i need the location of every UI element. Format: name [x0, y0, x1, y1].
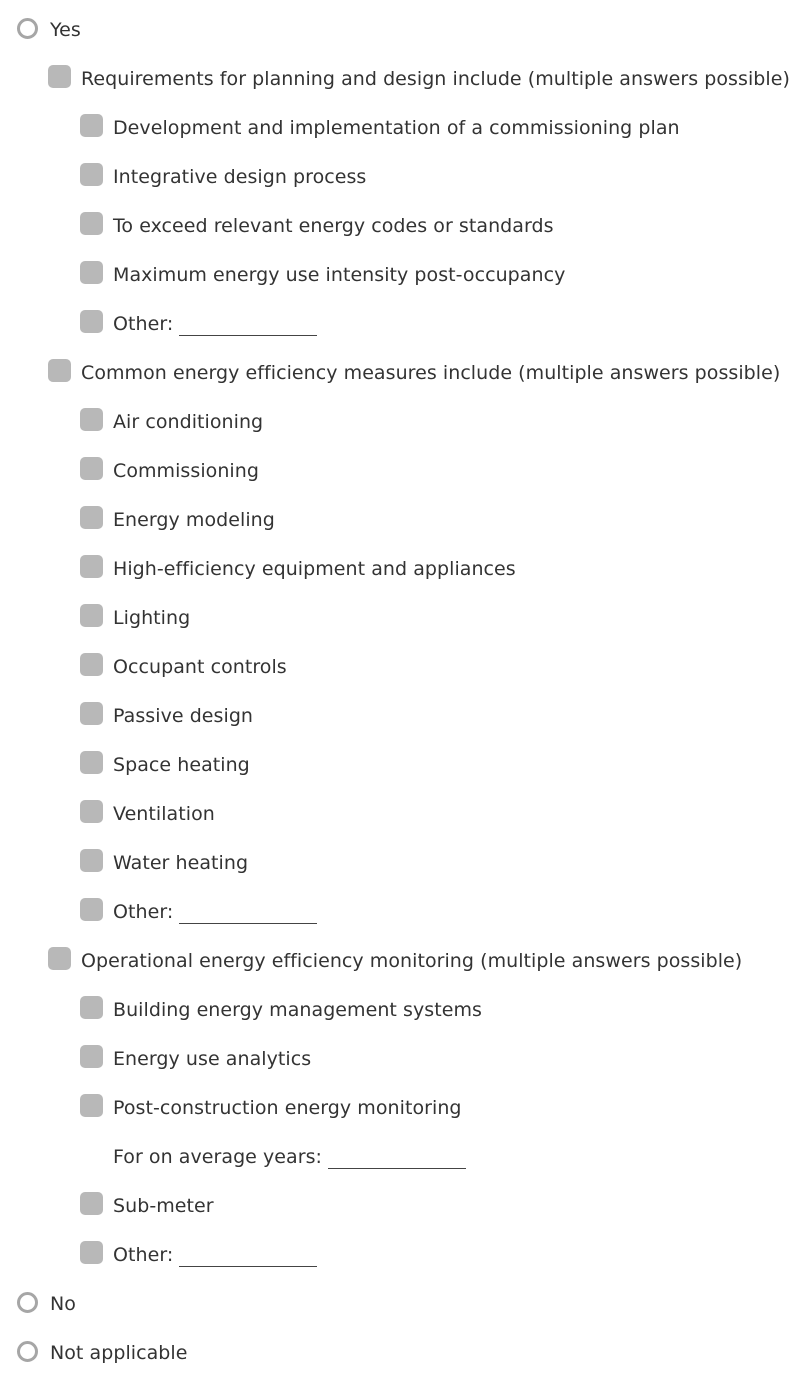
other-monitoring-checkbox[interactable] — [80, 1241, 103, 1264]
item-label: Energy modeling — [113, 509, 275, 531]
post-construction-monitoring-checkbox[interactable] — [80, 1094, 103, 1117]
item-label: Building energy management systems — [113, 999, 482, 1021]
item-label: Integrative design process — [113, 166, 367, 188]
option-no-label: No — [50, 1293, 76, 1315]
item-label: Energy use analytics — [113, 1048, 312, 1070]
list-item[interactable] — [80, 260, 565, 290]
item-label: Space heating — [113, 754, 250, 776]
list-item[interactable] — [80, 1044, 311, 1074]
high-efficiency-equipment-checkbox[interactable] — [80, 555, 103, 578]
section-label: Operational energy efficiency monitoring (multiple answers possible) — [81, 950, 743, 972]
efficiency-measures-checkbox[interactable] — [48, 359, 71, 382]
item-label: Other: — [113, 313, 174, 335]
list-item[interactable] — [80, 505, 275, 535]
list-item[interactable] — [80, 407, 263, 437]
item-label: Occupant controls — [113, 656, 287, 678]
item-label: Water heating — [113, 852, 249, 874]
energy-modeling-checkbox[interactable] — [80, 506, 103, 529]
other-monitoring-blank[interactable] — [179, 1248, 317, 1267]
lighting-checkbox[interactable] — [80, 604, 103, 627]
list-item[interactable] — [80, 652, 287, 682]
list-item[interactable] — [80, 309, 317, 339]
list-item[interactable] — [80, 799, 215, 829]
commissioning-checkbox[interactable] — [80, 457, 103, 480]
list-item[interactable] — [80, 995, 482, 1025]
commissioning-plan-checkbox[interactable] — [80, 114, 103, 137]
planning-design-checkbox[interactable] — [48, 65, 71, 88]
section-label: Requirements for planning and design include (multiple answers possible) — [81, 68, 790, 90]
other-measures-blank[interactable] — [179, 905, 317, 924]
item-label: Sub-meter — [113, 1195, 214, 1217]
option-no[interactable] — [17, 1289, 76, 1319]
list-item[interactable] — [80, 113, 680, 143]
item-label: High-efficiency equipment and appliances — [113, 558, 516, 580]
integrative-design-checkbox[interactable] — [80, 163, 103, 186]
max-energy-intensity-checkbox[interactable] — [80, 261, 103, 284]
average-years-field — [113, 1142, 466, 1172]
option-not-applicable[interactable] — [17, 1338, 187, 1368]
list-item[interactable] — [80, 897, 317, 927]
list-item[interactable] — [80, 554, 516, 584]
list-item[interactable] — [80, 162, 366, 192]
passive-design-checkbox[interactable] — [80, 702, 103, 725]
no-radio-button[interactable] — [17, 1292, 38, 1313]
ventilation-checkbox[interactable] — [80, 800, 103, 823]
list-item[interactable] — [80, 848, 248, 878]
list-item[interactable] — [80, 1191, 214, 1221]
item-label: Commissioning — [113, 460, 259, 482]
space-heating-checkbox[interactable] — [80, 751, 103, 774]
energy-use-analytics-checkbox[interactable] — [80, 1045, 103, 1068]
list-item[interactable] — [80, 1093, 462, 1123]
item-label: To exceed relevant energy codes or standards — [113, 215, 554, 237]
list-item[interactable] — [80, 701, 253, 731]
average-years-label: For on average years: — [113, 1146, 322, 1168]
item-label: Other: — [113, 1244, 174, 1266]
list-item[interactable] — [80, 1240, 317, 1270]
item-label: Other: — [113, 901, 174, 923]
air-conditioning-checkbox[interactable] — [80, 408, 103, 431]
exceed-codes-checkbox[interactable] — [80, 212, 103, 235]
option-yes-label: Yes — [50, 19, 81, 41]
water-heating-checkbox[interactable] — [80, 849, 103, 872]
option-yes[interactable] — [17, 15, 81, 45]
list-item[interactable] — [80, 211, 554, 241]
sub-meter-checkbox[interactable] — [80, 1192, 103, 1215]
operational-monitoring-checkbox[interactable] — [48, 947, 71, 970]
other-planning-blank[interactable] — [179, 317, 317, 336]
item-label: Ventilation — [113, 803, 215, 825]
list-item[interactable] — [80, 603, 190, 633]
item-label: Air conditioning — [113, 411, 264, 433]
list-item[interactable] — [80, 750, 250, 780]
list-item[interactable] — [80, 456, 259, 486]
item-label: Passive design — [113, 705, 254, 727]
not-applicable-radio-button[interactable] — [17, 1341, 38, 1362]
item-label: Post-construction energy monitoring — [113, 1097, 462, 1119]
section-operational-monitoring[interactable] — [48, 946, 742, 976]
item-label: Development and implementation of a commissioning plan — [113, 117, 680, 139]
other-planning-checkbox[interactable] — [80, 310, 103, 333]
item-label: Lighting — [113, 607, 191, 629]
item-label: Maximum energy use intensity post-occupancy — [113, 264, 566, 286]
average-years-blank[interactable] — [328, 1150, 466, 1169]
option-not-applicable-label: Not applicable — [50, 1342, 188, 1364]
section-label: Common energy efficiency measures include (multiple answers possible) — [81, 362, 781, 384]
other-measures-checkbox[interactable] — [80, 898, 103, 921]
section-efficiency-measures[interactable] — [48, 358, 780, 388]
section-planning-design[interactable] — [48, 64, 790, 94]
occupant-controls-checkbox[interactable] — [80, 653, 103, 676]
yes-radio-button[interactable] — [17, 18, 38, 39]
building-energy-management-checkbox[interactable] — [80, 996, 103, 1019]
